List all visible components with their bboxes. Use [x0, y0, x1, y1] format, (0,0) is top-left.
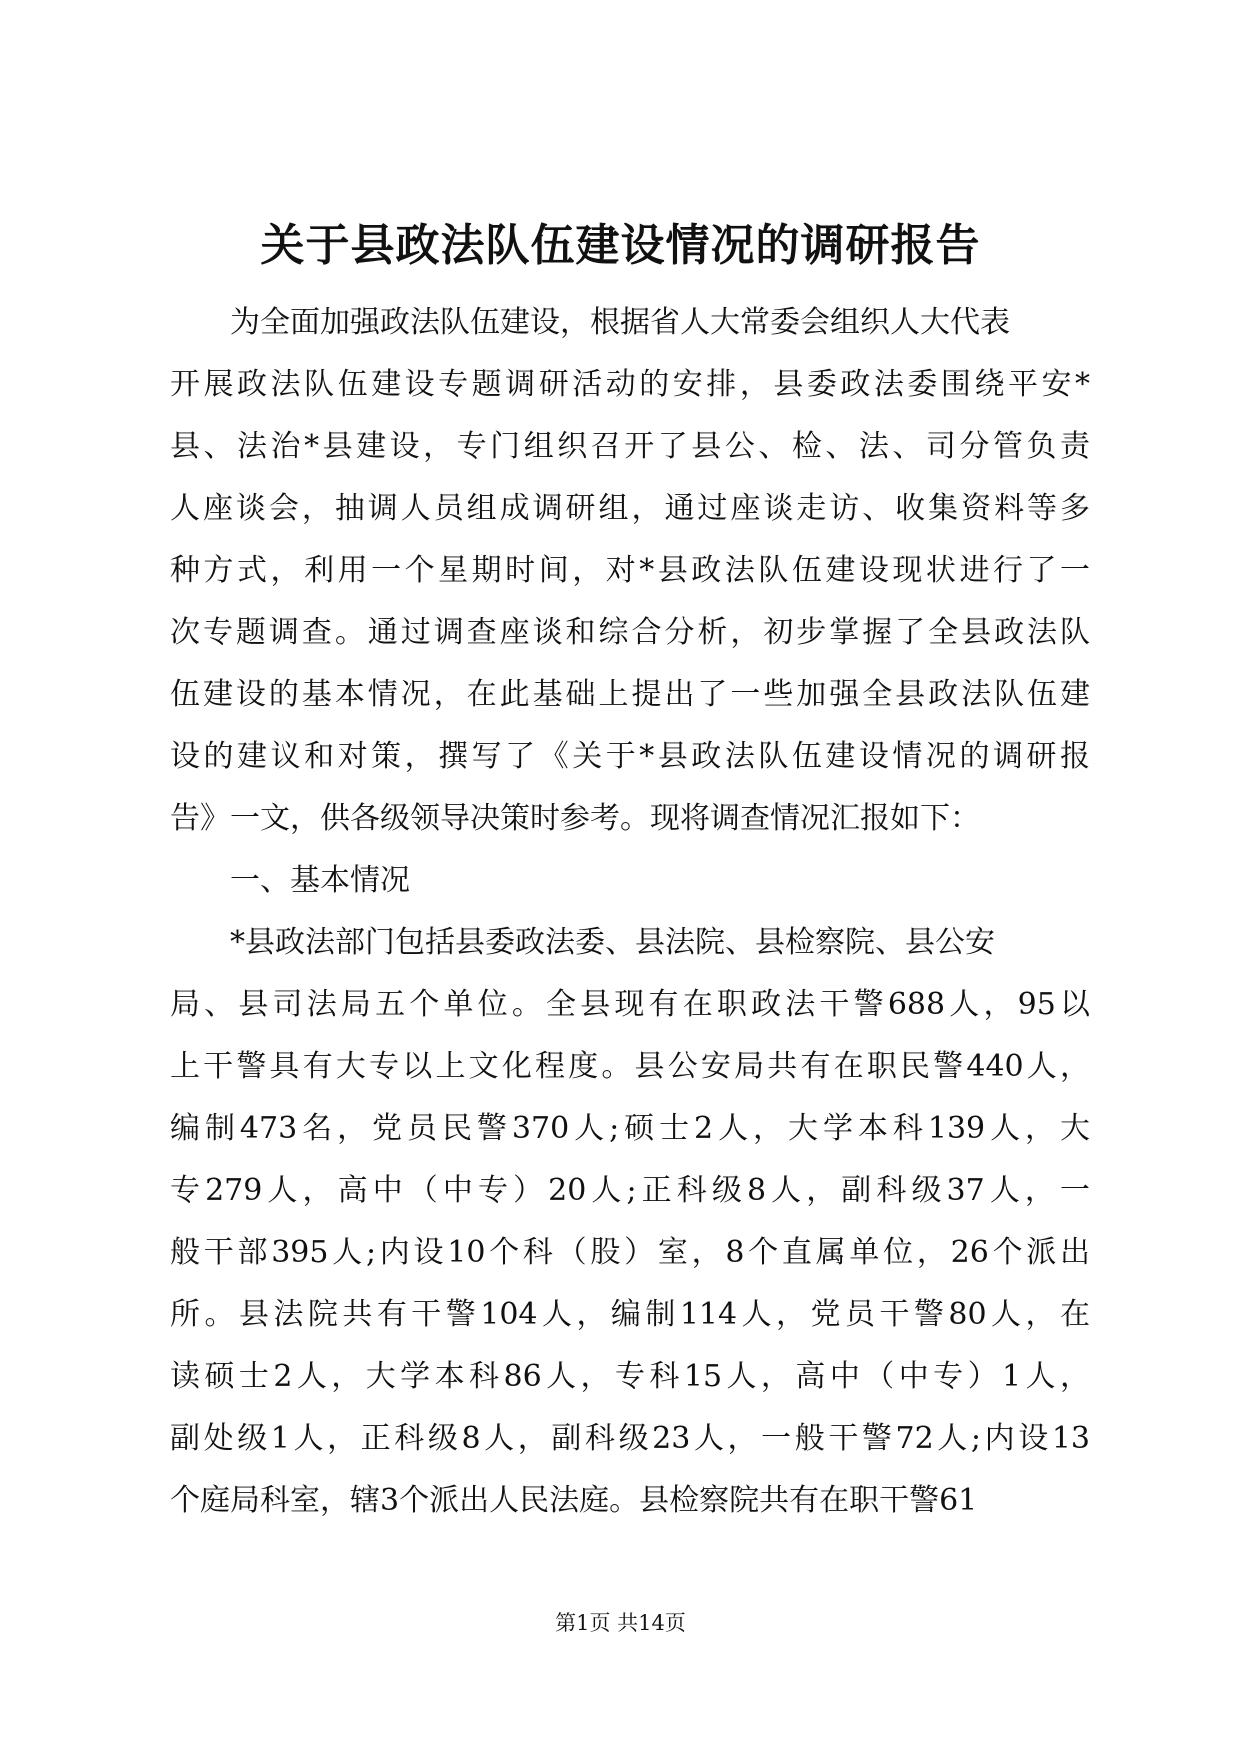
paragraph-line: 个庭局科室，辖3个派出人民法庭。县检察院共有在职干警61 [170, 1483, 978, 1518]
page-number: 第1页 共14页 [555, 1611, 686, 1635]
document-title: 关于县政法队伍建设情况的调研报告 [260, 220, 981, 271]
document-body [170, 292, 1090, 1532]
paragraph-line: 开展政法队伍建设专题调研活动的安排，县委政法委围绕平安* [170, 367, 1090, 402]
paragraph-line: 次专题调查。通过调查座谈和综合分析，初步掌握了全县政法队 [170, 615, 1090, 650]
paragraph-line: 编制473名，党员民警370人;硕士2人，大学本科139人，大 [170, 1111, 1090, 1146]
paragraph-line: 人座谈会，抽调人员组成调研组，通过座谈走访、收集资料等多 [170, 491, 1090, 526]
paragraph-line: 县、法治*县建设，专门组织召开了县公、检、法、司分管负责 [170, 429, 1090, 464]
paragraph-line: 副处级1人，正科级8人，副科级23人，一般干警72人;内设13 [170, 1421, 1090, 1456]
paragraph-line: 为全面加强政法队伍建设，根据省人大常委会组织人大代表 [230, 305, 1010, 340]
paragraph-line: 设的建议和对策，撰写了《关于*县政法队伍建设情况的调研报 [170, 739, 1090, 774]
paragraph-line: 般干部395人;内设10个科（股）室，8个直属单位，26个派出 [170, 1235, 1090, 1270]
paragraph-line: 种方式，利用一个星期时间，对*县政法队伍建设现状进行了一 [170, 553, 1090, 588]
paragraph-line: 所。县法院共有干警104人，编制114人，党员干警80人，在 [170, 1297, 1090, 1332]
paragraph-line: 伍建设的基本情况，在此基础上提出了一些加强全县政法队伍建 [170, 677, 1090, 712]
paragraph-line: 读硕士2人，大学本科86人，专科15人，高中（中专）1人， [170, 1359, 1090, 1394]
section-heading: 一、基本情况 [230, 863, 410, 898]
paragraph-line: 上干警具有大专以上文化程度。县公安局共有在职民警440人， [170, 1049, 1090, 1084]
paragraph-line: *县政法部门包括县委政法委、县法院、县检察院、县公安 [230, 925, 995, 960]
paragraph-line: 告》一文，供各级领导决策时参考。现将调查情况汇报如下： [170, 801, 980, 836]
paragraph-line: 专279人，高中（中专）20人;正科级8人，副科级37人，一 [170, 1173, 1090, 1208]
paragraph-line: 局、县司法局五个单位。全县现有在职政法干警688人，95以 [170, 987, 1090, 1022]
